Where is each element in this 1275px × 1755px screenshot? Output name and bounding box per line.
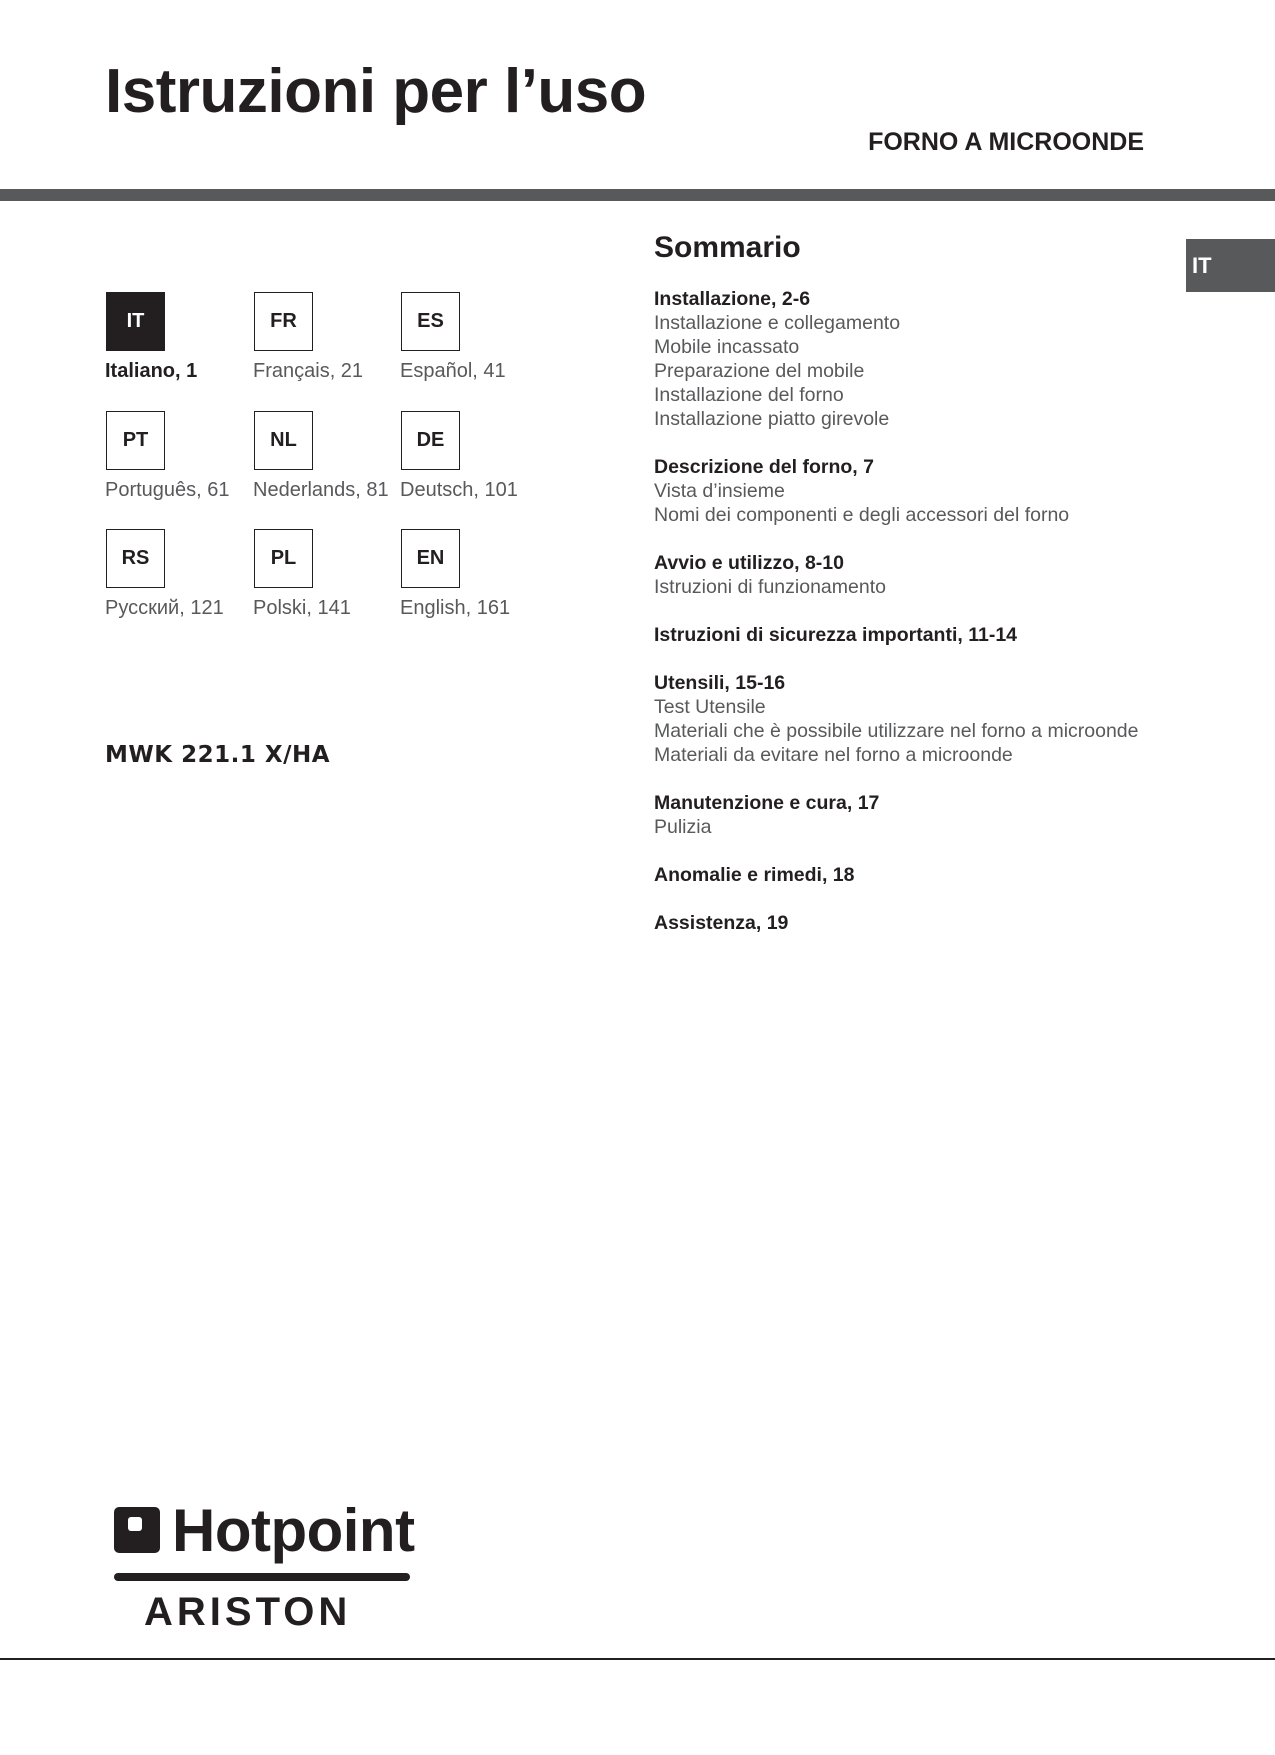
toc-item[interactable]: Materiali che è possibile utilizzare nel forno a microonde	[654, 720, 1139, 742]
toc-section	[654, 287, 1174, 431]
toc-item[interactable]: Mobile incassato	[654, 336, 800, 358]
language-code-box: RS	[106, 529, 165, 588]
toc-section	[654, 791, 1174, 839]
product-type: FORNO A MICROONDE	[868, 128, 1144, 156]
header-divider	[0, 189, 1275, 201]
toc-heading[interactable]: Istruzioni di sicurezza importanti, 11-14	[654, 624, 1018, 646]
table-of-contents	[654, 231, 1174, 959]
toc-item[interactable]: Materiali da evitare nel forno a microonde	[654, 744, 1013, 766]
language-tab: IT	[1186, 239, 1275, 292]
toc-item[interactable]: Test Utensile	[654, 696, 766, 718]
toc-heading[interactable]: Assistenza, 19	[654, 912, 789, 934]
logo-brand-text: Hotpoint	[172, 1497, 415, 1564]
page-title: Istruzioni per l’uso	[105, 57, 647, 126]
language-label: Español, 41	[400, 360, 506, 382]
language-code-box: FR	[254, 292, 313, 351]
toc-item[interactable]: Vista d’insieme	[654, 480, 785, 502]
language-label: Português, 61	[105, 479, 230, 501]
logo-divider	[114, 1573, 410, 1581]
toc-section	[654, 911, 1174, 935]
language-code-box: IT	[106, 292, 165, 351]
language-label: Polski, 141	[253, 597, 351, 619]
toc-item[interactable]: Installazione del forno	[654, 384, 844, 406]
toc-item[interactable]: Installazione piatto girevole	[654, 408, 890, 430]
language-code-box: ES	[401, 292, 460, 351]
toc-heading[interactable]: Utensili, 15-16	[654, 672, 786, 694]
language-code-box: DE	[401, 411, 460, 470]
toc-section	[654, 671, 1174, 767]
language-label: Русcкий, 121	[105, 597, 224, 619]
toc-heading[interactable]: Anomalie e rimedi, 18	[654, 864, 855, 886]
language-label: Français, 21	[253, 360, 364, 382]
logo-mark-icon	[114, 1507, 160, 1553]
language-code-box: PT	[106, 411, 165, 470]
language-code-box: PL	[254, 529, 313, 588]
toc-section	[654, 623, 1174, 647]
language-label: Nederlands, 81	[253, 479, 389, 501]
language-code-box: NL	[254, 411, 313, 470]
footer-divider	[0, 1658, 1275, 1660]
toc-heading[interactable]: Avvio e utilizzo, 8-10	[654, 552, 844, 574]
language-label: English, 161	[400, 597, 511, 619]
toc-section	[654, 455, 1174, 527]
toc-title: Sommario	[654, 231, 801, 264]
language-label: Italiano, 1	[105, 360, 198, 382]
toc-section	[654, 551, 1174, 599]
language-label: Deutsch, 101	[400, 479, 518, 501]
toc-item[interactable]: Istruzioni di funzionamento	[654, 576, 886, 598]
model-number: MWK 221.1 X/HA	[105, 742, 331, 768]
toc-item[interactable]: Installazione e collegamento	[654, 312, 901, 334]
toc-heading[interactable]: Installazione, 2-6	[654, 288, 811, 310]
toc-item[interactable]: Pulizia	[654, 816, 712, 838]
toc-heading[interactable]: Descrizione del forno, 7	[654, 456, 874, 478]
language-code-box: EN	[401, 529, 460, 588]
toc-item[interactable]: Nomi dei componenti e degli accessori del forno	[654, 504, 1070, 526]
logo-sub-brand-text: ARISTON	[144, 1590, 352, 1634]
toc-section	[654, 863, 1174, 887]
brand-logo	[114, 1497, 415, 1634]
toc-heading[interactable]: Manutenzione e cura, 17	[654, 792, 880, 814]
toc-item[interactable]: Preparazione del mobile	[654, 360, 865, 382]
